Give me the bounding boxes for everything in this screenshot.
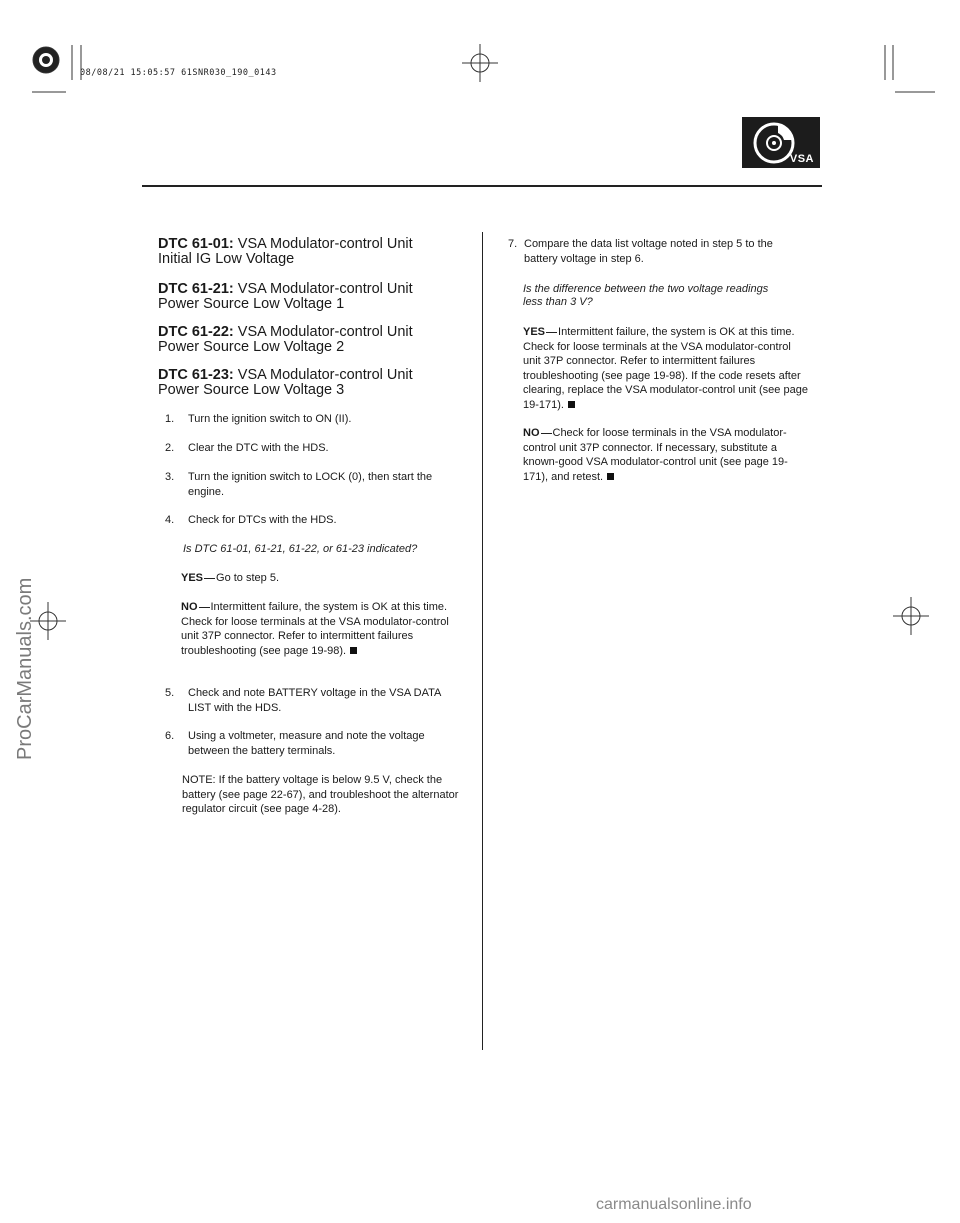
step-text: Check for DTCs with the HDS.	[188, 514, 337, 526]
step-text: Check and note BATTERY voltage in the VSA DATA LIST with the HDS.	[188, 687, 441, 714]
procedure-step	[165, 441, 465, 456]
yes-answer	[181, 571, 466, 586]
step-number: 7.	[508, 238, 518, 250]
end-of-procedure-icon	[350, 647, 357, 654]
yes-label: YES	[523, 326, 546, 338]
print-timestamp: 08/08/21 15:05:57 61SNR030_190_0143	[80, 68, 277, 78]
section-badge	[742, 117, 820, 168]
no-text: Intermittent failure, the system is OK at this time. Check for loose terminals at the VSA modulator-control unit 37P connector. Refer to intermittent failures troubleshooting (see page 19-98).	[181, 601, 449, 657]
section-badge-label: VSA	[789, 153, 814, 165]
step-text: Using a voltmeter, measure and note the voltage between the battery terminals.	[188, 730, 425, 757]
dtc-code: DTC 61-21:	[158, 281, 234, 297]
dtc-heading	[158, 325, 468, 355]
step-text: Compare the data list voltage noted in step 5 to the battery voltage in step 6.	[524, 238, 773, 265]
no-label: NO	[523, 427, 540, 439]
end-of-procedure-icon	[607, 473, 614, 480]
step-number: 2.	[165, 442, 175, 454]
side-watermark: ProCarManuals.com	[14, 577, 36, 760]
dash-icon	[204, 578, 215, 579]
procedure-step	[165, 412, 465, 427]
check-question: Is DTC 61-01, 61-21, 61-22, or 61-23 indicated?	[183, 543, 418, 555]
no-answer	[523, 426, 808, 484]
procedure-step	[165, 470, 465, 499]
no-label: NO	[181, 601, 198, 613]
dtc-heading	[158, 237, 468, 267]
procedure-step	[508, 237, 808, 266]
dtc-heading	[158, 368, 468, 398]
dtc-code: DTC 61-23:	[158, 367, 234, 383]
procedure-step	[165, 686, 465, 715]
bottom-watermark: carmanualsonline.info	[596, 1196, 752, 1213]
step-text: Clear the DTC with the HDS.	[188, 442, 329, 454]
dtc-code: DTC 61-22:	[158, 324, 234, 340]
dtc-title-line1: VSA Modulator-control Unit	[237, 324, 413, 340]
column-divider	[482, 232, 483, 1050]
step-number: 3.	[165, 471, 175, 483]
dtc-heading	[158, 282, 468, 312]
end-of-procedure-icon	[568, 401, 575, 408]
step-number: 4.	[165, 514, 175, 526]
dtc-title-line1: VSA Modulator-control Unit	[237, 236, 413, 252]
dtc-title-line1: VSA Modulator-control Unit	[237, 281, 413, 297]
procedure-step	[165, 729, 465, 758]
step-number: 6.	[165, 730, 175, 742]
step-text: Turn the ignition switch to ON (II).	[188, 413, 352, 425]
note-text: NOTE: If the battery voltage is below 9.5 V, check the battery (see page 22-67), and troubleshoot the alternator regulator circuit (see page 4-28).	[182, 774, 459, 815]
yes-text: Intermittent failure, the system is OK at this time. Check for loose terminals at the VSA modulator-control unit 37P connector. Refer to intermittent failures troubleshooting (see page 19-98). If the code resets after clearing, replace the VSA modulator-control unit (see page 19-171).	[523, 326, 808, 411]
dtc-title-line2: Power Source Low Voltage 3	[158, 382, 345, 398]
step-number: 5.	[165, 687, 175, 699]
step-text: Turn the ignition switch to LOCK (0), then start the engine.	[188, 471, 433, 498]
yes-text: Go to step 5.	[216, 572, 279, 584]
dash-icon	[546, 332, 557, 333]
yes-label: YES	[181, 572, 204, 584]
procedure-step	[165, 513, 465, 528]
dash-icon	[541, 433, 552, 434]
header-rule	[142, 185, 822, 187]
dtc-code: DTC 61-01:	[158, 236, 234, 252]
yes-answer	[523, 325, 808, 412]
dtc-title-line2: Initial IG Low Voltage	[158, 251, 295, 267]
no-text: Check for loose terminals in the VSA modulator-control unit 37P connector. If necessary, substitute a known-good VSA modulator-control unit (see page 19-171), and retest.	[523, 427, 788, 483]
dash-icon	[199, 607, 210, 608]
no-answer	[181, 600, 466, 658]
check-question: Is the difference between the two voltage readings less than 3 V?	[523, 283, 769, 308]
dtc-title-line2: Power Source Low Voltage 1	[158, 296, 345, 312]
dtc-title-line2: Power Source Low Voltage 2	[158, 339, 345, 355]
step-number: 1.	[165, 413, 175, 425]
dtc-title-line1: VSA Modulator-control Unit	[237, 367, 413, 383]
